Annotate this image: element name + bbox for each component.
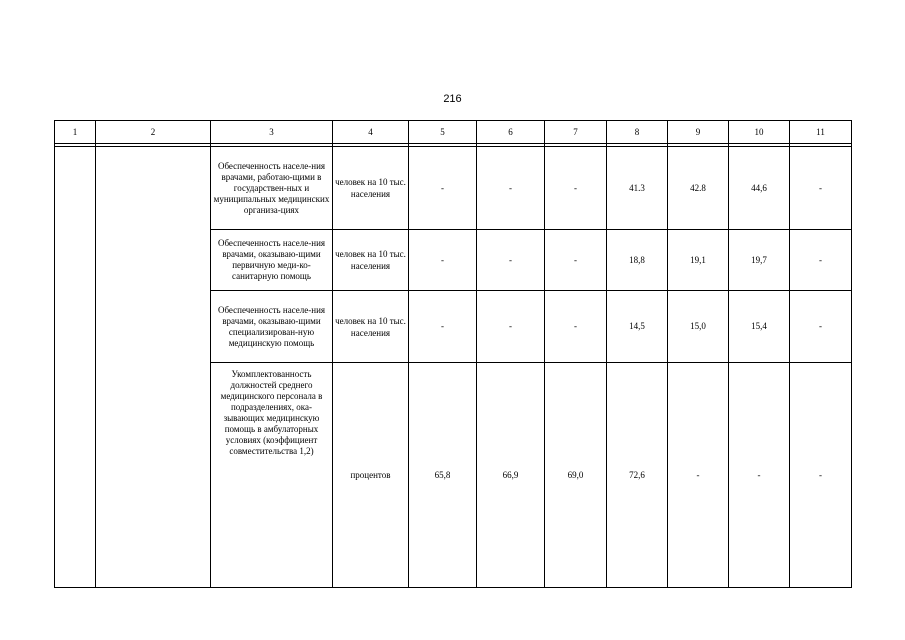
column-header: 8	[607, 121, 668, 144]
unit-cell: человек на 10 тыс. населения	[333, 230, 409, 291]
row-number-cell	[55, 147, 96, 588]
column-number-row	[55, 121, 852, 144]
value-cell: -	[790, 230, 852, 291]
indicator-table	[54, 120, 852, 588]
column-header: 10	[729, 121, 790, 144]
value-cell: -	[477, 291, 545, 363]
value-cell: -	[477, 147, 545, 230]
value-cell: 14,5	[607, 291, 668, 363]
value-cell: 72,6	[607, 363, 668, 588]
column-header: 6	[477, 121, 545, 144]
table-row	[55, 147, 852, 230]
value-cell: 41.3	[607, 147, 668, 230]
value-cell: -	[409, 147, 477, 230]
value-cell: -	[790, 147, 852, 230]
column-header: 11	[790, 121, 852, 144]
indicator-cell: Укомплектованность должностей среднего медицинского персонала в подразделениях, ока-зывающих медицинскую помощь в амбулаторных условиях (коэффициент совместительства 1,2)	[211, 363, 333, 588]
page-number: 216	[443, 93, 462, 105]
value-cell: 42.8	[668, 147, 729, 230]
value-cell: 69,0	[545, 363, 607, 588]
value-cell: 65,8	[409, 363, 477, 588]
value-cell: -	[545, 230, 607, 291]
column-header: 3	[211, 121, 333, 144]
value-cell: -	[790, 291, 852, 363]
value-cell: 44,6	[729, 147, 790, 230]
value-cell: -	[545, 291, 607, 363]
indicator-cell: Обеспеченность населе-ния врачами, оказываю-щими первичную меди-ко-санитарную помощь	[211, 230, 333, 291]
column-header: 7	[545, 121, 607, 144]
value-cell: -	[729, 363, 790, 588]
value-cell: 15,0	[668, 291, 729, 363]
unit-cell: человек на 10 тыс. населения	[333, 291, 409, 363]
value-cell: 18,8	[607, 230, 668, 291]
value-cell: -	[409, 230, 477, 291]
unit-cell: человек на 10 тыс. населения	[333, 147, 409, 230]
indicator-cell: Обеспеченность населе-ния врачами, оказываю-щими специализирован-ную медицинскую помощь	[211, 291, 333, 363]
value-cell: 66,9	[477, 363, 545, 588]
column-header: 5	[409, 121, 477, 144]
column-header: 1	[55, 121, 96, 144]
column-header: 9	[668, 121, 729, 144]
value-cell: -	[545, 147, 607, 230]
column-header: 4	[333, 121, 409, 144]
column-header: 2	[96, 121, 211, 144]
value-cell: -	[409, 291, 477, 363]
value-cell: -	[477, 230, 545, 291]
program-cell	[96, 147, 211, 588]
value-cell: -	[790, 363, 852, 588]
value-cell: 15,4	[729, 291, 790, 363]
indicator-cell: Обеспеченность населе-ния врачами, работаю-щими в государствен-ных и муниципальных медицинских организа-циях	[211, 147, 333, 230]
value-cell: -	[668, 363, 729, 588]
unit-cell: процентов	[333, 363, 409, 588]
value-cell: 19,7	[729, 230, 790, 291]
value-cell: 19,1	[668, 230, 729, 291]
